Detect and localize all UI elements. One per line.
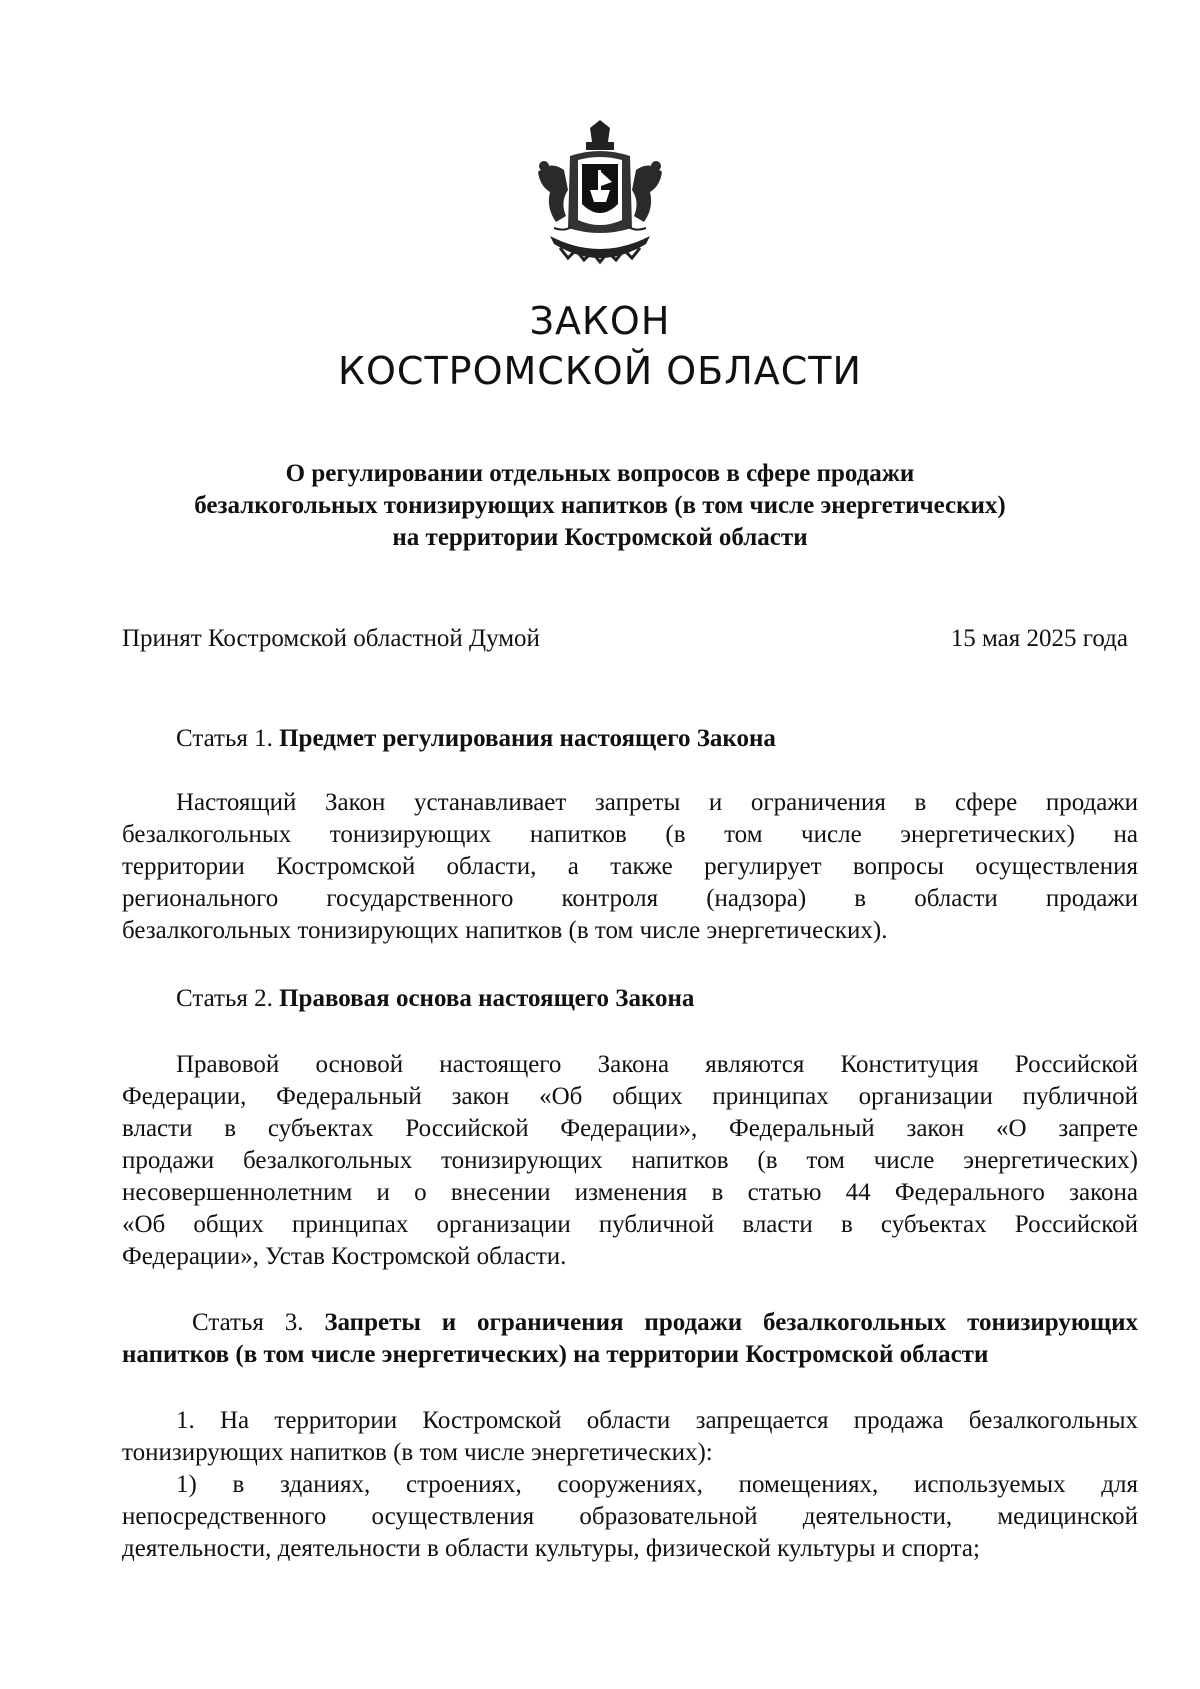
document-title: [120, 458, 1080, 554]
article-title: Предмет регулирования настоящего Закона: [279, 725, 776, 752]
article-2-text: [122, 1049, 1138, 1273]
text-line: территории Костромской области, а также регулирует вопросы осуществления: [122, 853, 1138, 880]
article-label: Статья 1.: [176, 725, 273, 752]
text-line: несовершеннолетним и о внесении изменения в статью 44 Федерального закона: [122, 1179, 1138, 1206]
text-line: Федерации», Устав Костромской области.: [122, 1243, 567, 1270]
text-line: непосредственного осуществления образовательной деятельности, медицинской: [122, 1503, 1138, 1530]
text-line: деятельности, деятельности в области культуры, физической культуры и спорта;: [122, 1535, 980, 1562]
article-title: Запреты и ограничения продажи безалкогольных тонизирующих: [324, 1309, 1139, 1336]
article-1-heading: [122, 723, 1192, 755]
text-line: тонизирующих напитков (в том числе энергетических):: [122, 1439, 713, 1466]
title-line: О регулировании отдельных вопросов в сфере продажи: [285, 460, 915, 487]
text-line: 1) в зданиях, строениях, сооружениях, помещениях, используемых для: [176, 1471, 1138, 1498]
text-line: регионального государственного контроля (надзора) в области продажи: [122, 885, 1138, 912]
article-3-heading-line: [122, 1307, 1138, 1339]
article-label: Статья 2.: [176, 985, 273, 1012]
adoption-date: 15 мая 2025 года: [950, 625, 1128, 652]
text-line: «Об общих принципах организации публичной власти в субъектах Российской: [122, 1211, 1138, 1238]
text-line: продажи безалкогольных тонизирующих напитков (в том числе энергетических): [122, 1147, 1138, 1174]
text-line: безалкогольных тонизирующих напитков (в том числе энергетических) на: [122, 821, 1138, 848]
text-line: безалкогольных тонизирующих напитков (в том числе энергетических).: [122, 917, 888, 944]
article-3-part-1: [122, 1405, 1138, 1565]
article-title-continued: напитков (в том числе энергетических) на территории Костромской области: [122, 1341, 989, 1368]
adoption-text: Принят Костромской областной Думой: [122, 625, 540, 652]
article-1-text: [122, 787, 1138, 947]
article-2-heading: [122, 983, 1192, 1015]
article-title: Правовая основа настоящего Закона: [279, 985, 695, 1012]
article-label: Статья 3.: [192, 1309, 304, 1336]
text-line: Федерации, Федеральный закон «Об общих принципах организации публичной: [122, 1083, 1138, 1110]
title-line: безалкогольных тонизирующих напитков (в том числе энергетических): [194, 492, 1006, 519]
article-3-heading: [122, 1307, 1138, 1371]
law-heading: ЗАКОН: [529, 299, 671, 343]
text-line: власти в субъектах Российской Федерации», Федеральный закон «О запрете: [122, 1115, 1138, 1142]
text-line: Правовой основой настоящего Закона являются Конституция Российской: [176, 1051, 1138, 1078]
title-line: на территории Костромской области: [392, 524, 808, 551]
text-line: Настоящий Закон устанавливает запреты и ограничения в сфере продажи: [176, 789, 1138, 816]
coat-of-arms-icon: [520, 120, 680, 280]
region-heading: КОСТРОМСКОЙ ОБЛАСТИ: [338, 349, 862, 393]
text-line: 1. На территории Костромской области запрещается продажа безалкогольных: [176, 1407, 1138, 1434]
